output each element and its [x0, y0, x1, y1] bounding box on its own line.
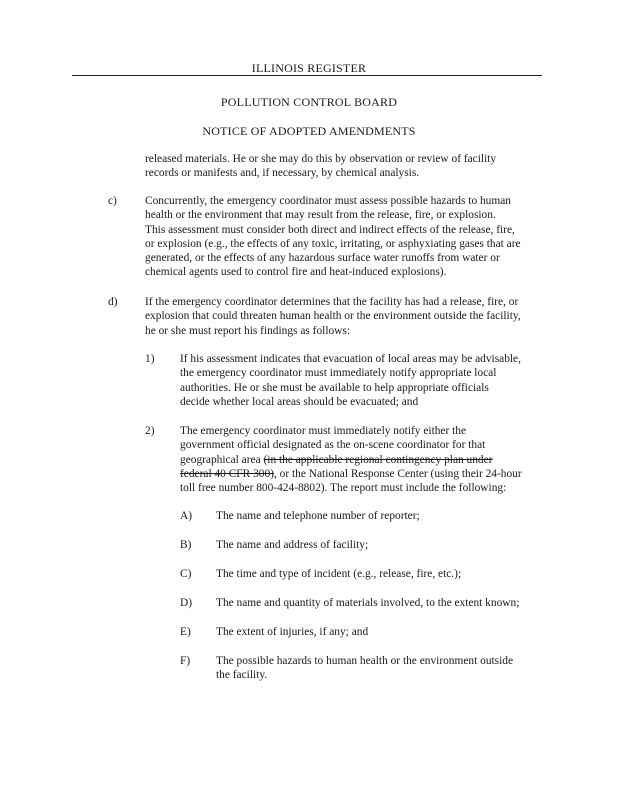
sub-item — [216, 509, 420, 523]
sub-item — [216, 654, 513, 683]
paragraph-c — [145, 194, 521, 280]
text-line: The name and address of facility; — [216, 539, 369, 551]
text-line: If the emergency coordinator determines that the facility has had a release, fire, or — [145, 296, 519, 308]
item-2 — [180, 424, 522, 495]
notice-title: NOTICE OF ADOPTED AMENDMENTS — [202, 124, 416, 138]
sub-item-label: E) — [180, 626, 191, 638]
text-line: the facility. — [216, 669, 268, 682]
text-line: the emergency coordinator must immediately notify appropriate local — [180, 367, 497, 380]
sub-item-label: D) — [180, 597, 193, 609]
text-line: If his assessment indicates that evacuation of local areas may be advisable, — [180, 353, 521, 365]
text-line: The name and telephone number of reporter; — [216, 510, 420, 522]
paragraph-c-label: c) — [108, 195, 117, 207]
board-name: POLLUTION CONTROL BOARD — [220, 95, 398, 109]
sub-item-label: F) — [180, 655, 191, 667]
struck-text: federal 40 CFR 300) — [180, 467, 274, 480]
text-segment: geographical area — [180, 453, 264, 466]
item-2-label: 2) — [145, 425, 155, 437]
text-line: The possible hazards to human health or the environment outside — [216, 655, 514, 667]
text-line: he or she must report his findings as follows: — [145, 324, 351, 337]
text-line — [180, 453, 522, 467]
text-segment: , or the National Response Center (using their 24-hour — [273, 467, 522, 480]
paragraph-d — [145, 295, 521, 338]
text-line: generated, or the effects of any hazardous surface water runoffs from water or — [145, 252, 500, 265]
text-line: Concurrently, the emergency coordinator must assess possible hazards to human — [145, 195, 511, 207]
text-line: toll free number 800-424-8802). The report must include the following: — [180, 482, 507, 495]
text-line: This assessment must consider both direct and indirect effects of the release, fire, — [145, 223, 515, 236]
text-line: or explosion (e.g., the effects of any toxic, irritating, or asphyxiating gases that are — [145, 237, 521, 250]
text-line: decide whether local areas should be evacuated; and — [180, 395, 419, 408]
text-line: released materials. He or she may do this by observation or review of facility — [145, 153, 497, 165]
text-line: The emergency coordinator must immediately notify either the — [180, 425, 467, 437]
sub-item — [216, 538, 368, 552]
register-header: ILLINOIS REGISTER — [251, 61, 367, 75]
paragraph-d-label: d) — [108, 296, 118, 308]
text-line: explosion that could threaten human health or the environment outside the facility, — [145, 310, 521, 323]
item-1 — [180, 352, 521, 409]
text-line: health or the environment that may result from the release, fire, or explosion. — [145, 209, 496, 222]
text-line: records or manifests and, if necessary, by chemical analysis. — [145, 167, 420, 180]
sub-item-label: A) — [180, 510, 193, 522]
text-line: authorities. He or she must be available to help appropriate officials — [180, 381, 489, 394]
text-line: The time and type of incident (e.g., release, fire, etc.); — [216, 568, 462, 580]
text-line: chemical agents used to control fire and heat-induced explosions). — [145, 266, 447, 279]
sub-item — [216, 625, 368, 639]
struck-text: (in the applicable regional contingency plan under — [263, 453, 493, 466]
intro-paragraph — [145, 152, 496, 181]
text-line: The name and quantity of materials involved, to the extent known; — [216, 597, 520, 609]
sub-item — [216, 596, 519, 610]
sub-item-label: B) — [180, 539, 192, 551]
sub-item-label: C) — [180, 568, 192, 580]
text-line: government official designated as the on-scene coordinator for that — [180, 439, 486, 452]
item-1-label: 1) — [145, 353, 155, 365]
text-line: The extent of injuries, if any; and — [216, 626, 369, 638]
text-line — [180, 467, 522, 481]
sub-item — [216, 567, 461, 581]
